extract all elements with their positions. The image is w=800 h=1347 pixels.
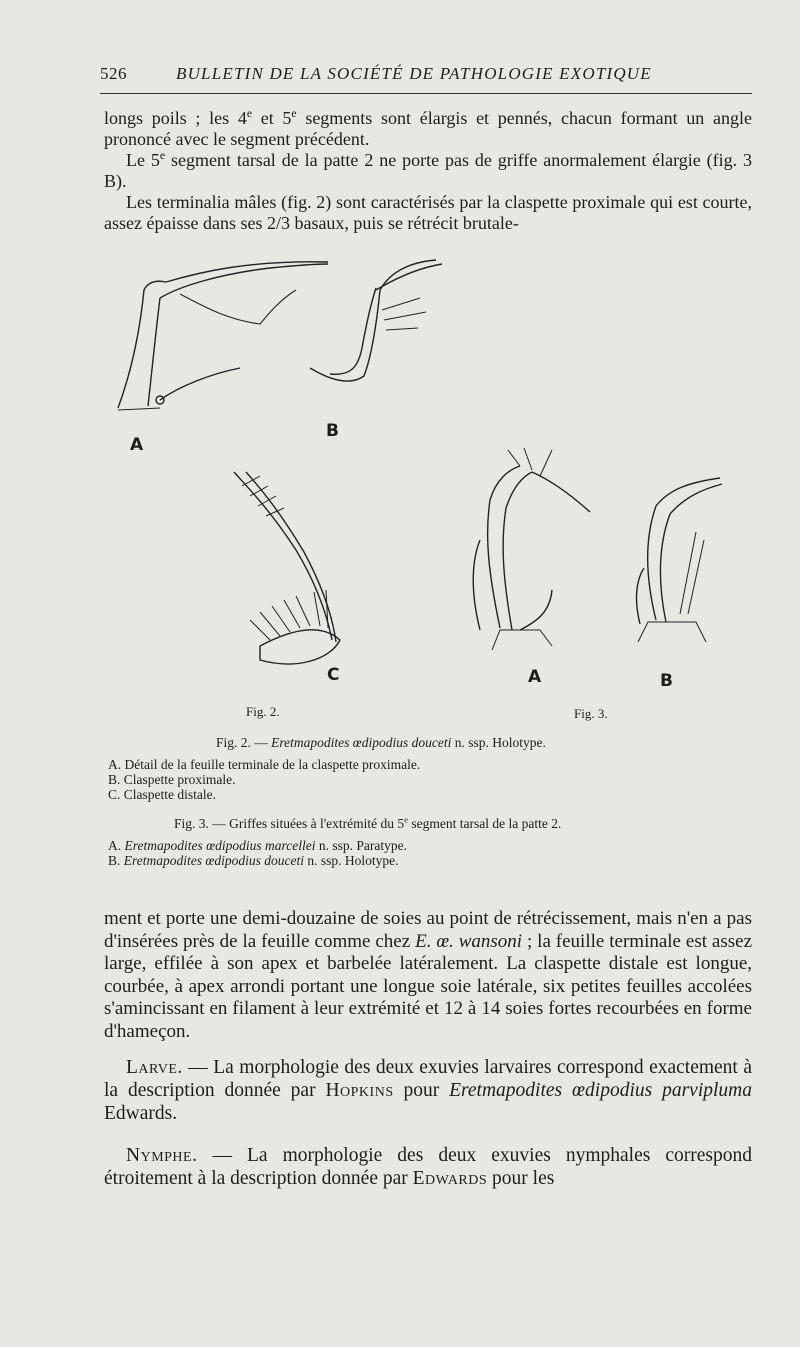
fig2-a-drawing xyxy=(118,262,328,410)
larve-text-3: Edwards. xyxy=(104,1103,178,1124)
fig2-c-drawing xyxy=(234,472,340,664)
fig2-caption-suffix: n. ssp. Holotype. xyxy=(451,735,546,750)
fig3-caption-a-prefix: A. xyxy=(108,838,125,853)
larve-text-1: — La morphologie des deux exuvies larvaires correspond exactement à la description donnée par xyxy=(104,1057,752,1101)
fig3-label-b: B xyxy=(660,671,673,691)
fig3-caption-a-species: Eretmapodites œdipodius marcellei xyxy=(124,838,316,853)
fig2-number: Fig. 2. xyxy=(246,704,280,719)
fig2-caption-prefix: Fig. 2. — xyxy=(216,735,272,750)
paragraph-larve xyxy=(104,1056,752,1125)
page-number: 526 xyxy=(100,64,127,83)
paragraph-nymphe xyxy=(104,1144,752,1190)
nymphe-text-2: pour les xyxy=(487,1168,555,1189)
fig2-caption-species: Eretmapodites œdipodius douceti xyxy=(271,735,452,750)
fig3-caption-b-species: Eretmapodites œdipodius douceti xyxy=(123,853,304,868)
fig3-caption-title: Fig. 3. — Griffes situées à l'extrémité du 5e segment tarsal de la patte 2. xyxy=(174,814,562,831)
nymphe-heading: Nymphe. xyxy=(126,1145,198,1166)
fig2-b-drawing xyxy=(310,260,442,381)
fig3-caption-b-suffix: n. ssp. Holotype. xyxy=(304,853,399,868)
larve-species: Eretmapodites œdipodius parvipluma xyxy=(449,1080,752,1101)
fig2-caption-c: C. Claspette distale. xyxy=(108,787,216,802)
paragraph-claspette xyxy=(104,908,752,1043)
fig3-caption-b xyxy=(108,853,748,870)
paragraph-tarsal: Le 5e segment tarsal de la patte 2 ne porte pas de griffe anormalement élargie (fig. 3 B). xyxy=(104,149,752,191)
larve-text-2: pour xyxy=(393,1080,450,1101)
fig3-caption-b-prefix: B. xyxy=(108,853,124,868)
fig3-a-drawing xyxy=(473,448,590,650)
fig2-caption-title xyxy=(216,735,736,752)
top-text-block xyxy=(104,108,752,234)
fig3-number: Fig. 3. xyxy=(574,706,608,721)
fig2-label-a: A xyxy=(130,435,144,455)
figures-area xyxy=(100,250,750,730)
paragraph-segments: longs poils ; les 4e et 5e segments sont élargis et pennés, chacun formant un angle prononcé avec le segment précédent. xyxy=(104,107,752,149)
fig3-label-a: A xyxy=(528,667,542,687)
nymphe-author: Edwards xyxy=(412,1168,488,1189)
fig2-label-b: B xyxy=(326,421,339,441)
claspette-species: E. œ. wansoni xyxy=(415,930,523,952)
paragraph-terminalia: Les terminalia mâles (fig. 2) sont caractérisés par la claspette proximale qui est courte, assez épaisse dans ses 2/3 basaux, puis se rétrécit brutale- xyxy=(104,192,752,233)
larve-author: Hopkins xyxy=(325,1080,394,1101)
journal-title: BULLETIN DE LA SOCIÉTÉ DE PATHOLOGIE EXOTIQUE xyxy=(176,64,652,83)
claspette-text-2: ; la feuille terminale est assez large, effilée à son apex et barbelée latéralement. La claspette distale est longue, courbée, à apex arrondi portant une longue soie latérale, six petites feuilles accolées s'amincissant en filament à leur extrémité et 12 à 14 soies fortes recourbées en forme d'hameçon. xyxy=(104,930,753,1042)
claspette-text-1: ment et porte une demi-douzaine de soies au point de rétrécissement, mais n'en a pas d'insérées près de la feuille comme chez xyxy=(104,908,752,952)
header-rule xyxy=(100,93,752,94)
fig3-b-drawing xyxy=(637,478,722,642)
nymphe-text-1: — La morphologie des deux exuvies nymphales correspond étroitement à la description donnée par xyxy=(104,1145,752,1189)
running-header xyxy=(100,64,750,90)
fig2-caption-b: B. Claspette proximale. xyxy=(108,772,236,787)
fig2-label-c: C xyxy=(327,665,340,685)
larve-heading: Larve. xyxy=(126,1057,183,1078)
figure-illustrations xyxy=(100,250,750,730)
fig2-caption-a: A. Détail de la feuille terminale de la claspette proximale. xyxy=(108,757,421,772)
fig3-caption-a-suffix: n. ssp. Paratype. xyxy=(315,838,407,853)
